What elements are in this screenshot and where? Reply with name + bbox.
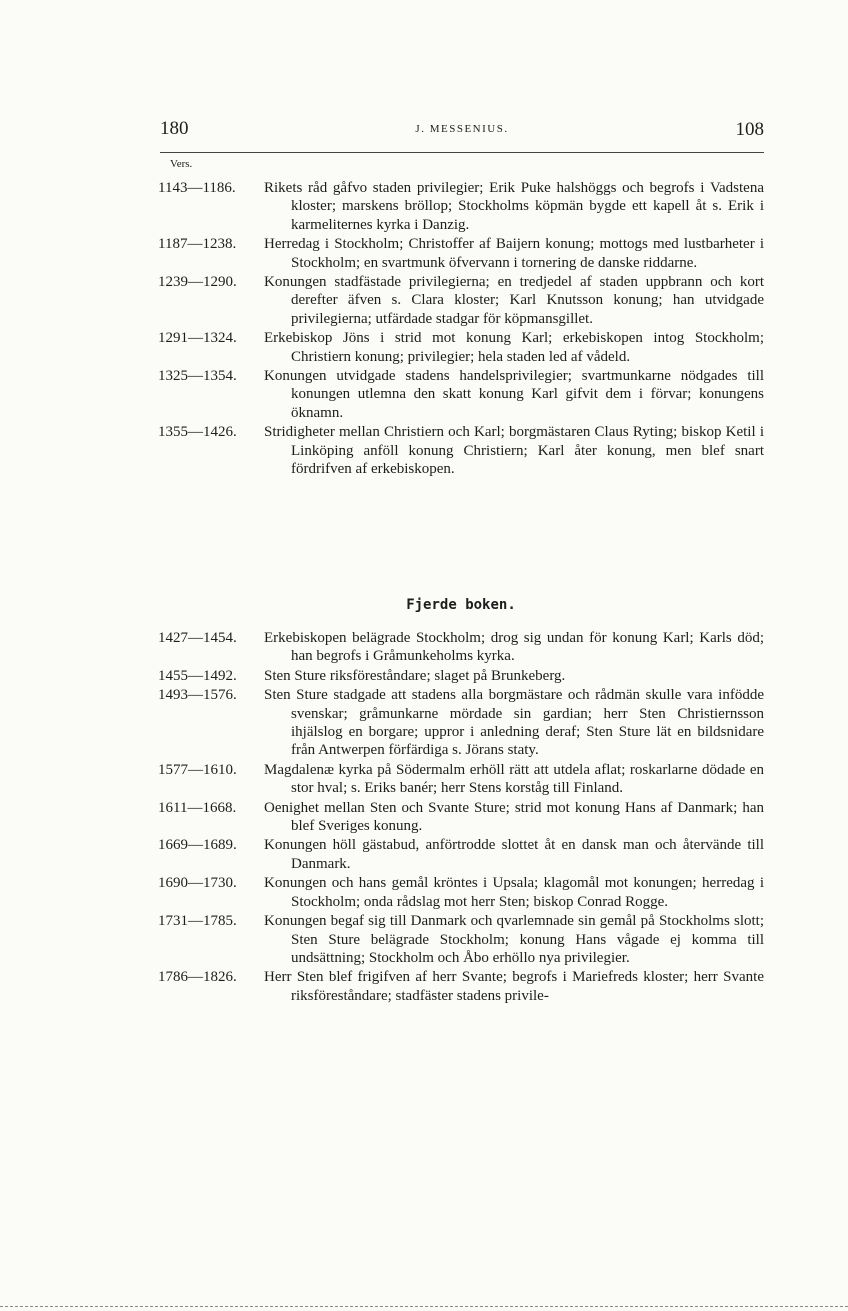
verse-range: 1786—1826. [158,969,237,986]
summary-entry [158,836,764,873]
summary-entry [158,629,764,666]
summary-entry [158,423,764,478]
book-heading: Fjerde boken. [406,597,516,613]
summary-text: Stridigheter mellan Christiern och Karl; borgmästaren Claus Ryting; biskop Ketil i Linköping anföll konung Christiern; Karl åter konung, men blef snart fördrifven af erkebiskopen. [264,424,764,478]
summary-entry [158,179,764,234]
header-rule [160,152,764,153]
summary-text: Oenighet mellan Sten och Svante Sture; strid mot konung Hans af Danmark; han blef Sveriges konung. [264,799,764,835]
summary-entry [158,667,764,685]
summary-text: Herr Sten blef frigifven af herr Svante; begrofs i Mariefreds kloster; herr Svante riksföreståndare; stadfäster stadens privile- [264,969,764,1004]
summary-entry [158,799,764,836]
summary-text: Konungen begaf sig till Danmark och qvarlemnade sin gemål på Stockholms slott; Sten Sture belägrade Stockholm; konung Hans vågade ej komma till undsättning; Stockholm och Åbo erhöllo nya privilegier. [264,913,764,966]
summary-text: Sten Sture riksföreståndare; slaget på Brunkeberg. [264,667,566,684]
summary-entry [158,235,764,272]
summary-text: Magdalenæ kyrka på Södermalm erhöll rätt att utdela aflat; roskarlarne dödade en stor hval; s. Eriks banér; herr Stens korståg till Finland. [264,761,764,797]
summary-text: Konungen och hans gemål kröntes i Upsala; klagomål mot konungen; herredag i Stockholm; onda rådslag mot herr Sten; biskop Conrad Rogge. [264,875,764,910]
summary-entry [158,367,764,422]
summary-text: Erkebiskopen belägrade Stockholm; drog sig undan för konung Karl; Karls död; han begrofs i Gråmunkeholms kyrka. [264,630,764,665]
summary-entry [158,874,764,911]
verse-range: 1143—1186. [158,180,236,196]
summary-text: Rikets råd gåfvo staden privilegier; Erik Puke halshöggs och begrofs i Vadstena kloster; marskens bröllop; Stockholms köpmän bygde ett kapell åt s. Erik i karmeliternes kyrka i Danzig. [264,180,764,233]
summary-entry [158,273,764,328]
verse-range: 1291—1324. [158,330,237,347]
verse-range: 1455—1492. [158,667,237,684]
section-summary-2 [158,629,764,1006]
verse-range: 1355—1426. [158,424,237,441]
verse-range: 1427—1454. [158,630,237,646]
summary-entry [158,761,764,798]
verse-range: 1239—1290. [158,274,237,291]
vers-label: Vers. [170,158,193,170]
running-title: J. MESSENIUS. [415,123,509,135]
scan-edge-line [0,1306,848,1307]
summary-text: Konungen utvidgade stadens handelsprivilegier; svartmunkarne nödgades till konungen utlemna den skatt konung Karl gifvit dem i förvar; konungens öknamn. [264,368,764,421]
summary-entry [158,686,764,760]
summary-text: Konungen stadfästade privilegierna; en tredjedel af staden uppbrann och kort derefter äfven s. Clara kloster; Karl Knutsson konung; han utvidgade privilegierna; utfärdade stadgar för köpmansgillet. [264,274,764,327]
summary-text: Sten Sture stadgade att stadens alla borgmästare och rådmän skulle vara infödde svenskar; gråmunkarne mördade sin gardian; herr Sten Christiernsson ihjälslog en borgare; uppror i anledning deraf; Sten Sture lät en bildsnidare från Antwerpen förfärdiga s. Jörans staty. [264,687,764,759]
verse-range: 1669—1689. [158,837,237,854]
section-summary-1 [158,179,764,480]
summary-entry [158,329,764,366]
summary-entry [158,912,764,967]
verse-range: 1577—1610. [158,761,237,778]
verse-range: 1731—1785. [158,913,237,930]
verse-range: 1690—1730. [158,875,237,892]
verse-range: 1611—1668. [158,799,237,816]
summary-text: Herredag i Stockholm; Christoffer af Baijern konung; mottogs med lustbarheter i Stockholm; en svartmunk öfvervann i tornering de danske riddarne. [264,236,764,271]
summary-text: Konungen höll gästabud, anförtrodde slottet åt en dansk man och återvände till Danmark. [264,837,764,872]
summary-text: Erkebiskop Jöns i strid mot konung Karl; erkebiskopen intog Stockholm; Christiern konung; privilegier; hela staden led af vådeld. [264,330,764,365]
summary-entry [158,968,764,1005]
page-header [160,118,764,146]
page-number-left: 180 [160,118,189,139]
verse-range: 1493—1576. [158,687,237,704]
page-number-right: 108 [735,119,764,140]
verse-range: 1325—1354. [158,368,237,385]
verse-range: 1187—1238. [158,236,237,253]
